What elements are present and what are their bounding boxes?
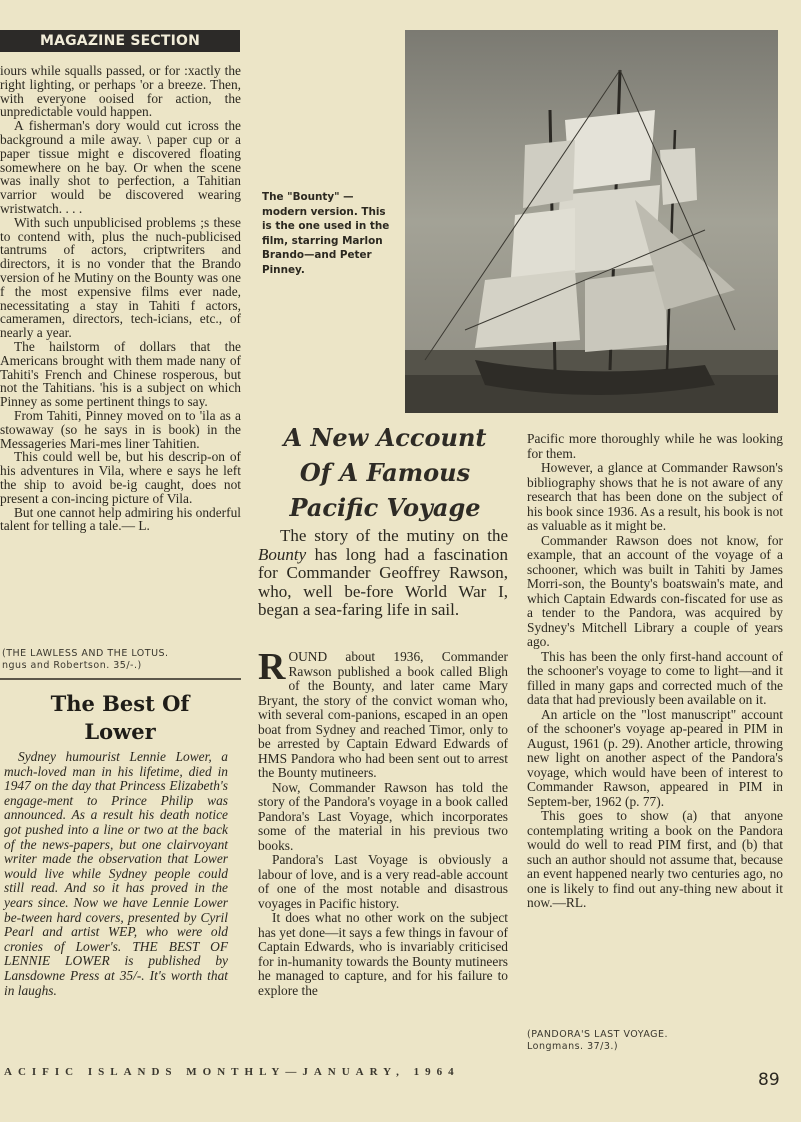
paragraph-text: OUND about 1936, Commander Rawson published a book called Bligh of the Bounty, and later came Mary Bryant, the story of the convict woman who, with several com-panions, escaped in an open boat from Sydney and reached Timor, only to be arrested by Captain Edward Edwards of HMS Pandora who had been sent out to arrest the Bounty mutineers. bbox=[258, 649, 508, 780]
middle-column bbox=[258, 646, 508, 998]
paragraph: An article on the "lost manuscript" account of the schooner's voyage ap-peared in PIM in August, 1961 (p. 29). Another article, throwing new light on another aspect of the Pandora's voyage, which would have been of interest to Commander Rawson, appeared in PIM in Septem-ber, 1962 (p. 77). bbox=[527, 706, 783, 809]
ship-photo bbox=[405, 30, 778, 413]
article-intro bbox=[258, 527, 508, 620]
paragraph: It does what no other work on the subject has yet done—it says a few things in favour of Captain Edwards, who is invariably criticised for in-humanity towards the Bounty mutineers he managed to capture, and for his failure to explore the bbox=[258, 910, 508, 998]
paragraph: Now, Commander Rawson has told the story of the Pandora's voyage in a book called Pandora's Last Voyage, which incorporates some of the material in his previous two books. bbox=[258, 779, 508, 853]
running-footer: ACIFIC ISLANDS MONTHLY—JANUARY, 1964 bbox=[4, 1066, 460, 1078]
paragraph bbox=[258, 646, 508, 781]
best-of-title-line: The Best Of bbox=[50, 691, 190, 716]
paragraph: A fisherman's dory would cut icross the background a mile away. \ paper cup or a paper tissue might e discovered floating somewhere on he bay. Or when the scene was inally shot to perfection, a Tahitian varrior would be discovered wearing wristwatch. . . . bbox=[0, 118, 241, 216]
paragraph: Sydney humourist Lennie Lower, a much-loved man in his lifetime, died in 1947 on the day that Princess Elizabeth's engage-ment to Prince Philip was announced. As a result his death notice got pushed into a line or two at the back of the news-papers, but one clairvoyant writer made the observation that Lower would live while Sydney people could still read. And so it has proved in the years since. Now we have Lennie Lower be-tween hard covers, presented by Cyril Pearl and artist WEP, who were old cronies of Lower's. THE BEST OF LENNIE LOWER is published by Lansdowne Press at 35/-. It's worth that in laughs. bbox=[4, 749, 228, 998]
intro-text: The story of the mutiny on the bbox=[280, 526, 508, 545]
paragraph: But one cannot help admiring his onderful talent for telling a tale.— L. bbox=[0, 504, 241, 534]
credit-line: Longmans. 37/3.) bbox=[527, 1041, 619, 1052]
page-number: 89 bbox=[758, 1070, 780, 1090]
best-of-body bbox=[4, 750, 228, 998]
photo-caption: The "Bounty" — modern version. This is the one used in the film, starring Marlon Brando—and Peter Pinney. bbox=[262, 191, 390, 276]
paragraph: This goes to show (a) that anyone contemplating writing a book on the Pandora would do well to read PIM first, and (b) that such an author should not assume that, because an event happened nearly two centuries ago, no one is likely to find out any-thing new about it now.—RL. bbox=[527, 808, 783, 910]
left-column bbox=[0, 64, 241, 533]
intro-text: has long had a fascination for Commander Geoffrey Rawson, who, well be-fore World War I, began a sea-faring life in sail. bbox=[258, 544, 509, 619]
credit-line: (PANDORA'S LAST VOYAGE. bbox=[527, 1029, 669, 1040]
section-header: MAGAZINE SECTION bbox=[0, 30, 240, 52]
bounty-ship-image bbox=[405, 30, 778, 413]
paragraph: Commander Rawson does not know, for example, that an account of the voyage of a schooner, which was built in Tahiti by James Morri-son, the Bounty's boatswain's mate, and which Captain Edwards con-fiscated for use as a tender to the Pandora, was acquired by Sydney's Mitchell Library a couple of years ago. bbox=[527, 532, 783, 649]
divider bbox=[0, 678, 241, 680]
best-of-title bbox=[10, 690, 230, 746]
paragraph: With such unpublicised problems ;s these to contend with, plus the nuch-publicised tantrums of actors, criptwriters and directors, it is no vonder that the Brando version of he Mutiny on the Bounty was one f the most expensive films ever nade, necessitating a stay in Tahiti f actors, cameramen, directors, tech-icians, etc., of nearly a year. bbox=[0, 214, 241, 341]
drop-cap: R bbox=[258, 646, 286, 688]
book-credit bbox=[2, 648, 242, 672]
paragraph: From Tahiti, Pinney moved on to 'ila as a stowaway (so he says in is book) in the Messageries Mari-mes liner Tahitien. bbox=[0, 407, 241, 451]
paragraph: The hailstorm of dollars that the Americans brought with them made nany of Tahiti's French and Chinese rosperous, but not the Tahitians. 'his is a subject on which Pinney as some pertinent things to say. bbox=[0, 338, 241, 410]
intro-text-italic: Bounty bbox=[258, 544, 307, 564]
credit-line: ngus and Robertson. 35/-.) bbox=[2, 660, 142, 671]
article-title-line: Pacific Voyage bbox=[289, 493, 481, 522]
article-title-line: Of A Famous bbox=[299, 458, 471, 487]
paragraph: Pacific more thoroughly while he was looking for them. bbox=[527, 431, 783, 461]
article-title bbox=[258, 420, 512, 525]
paragraph: This could well be, but his descrip-on of his adventures in Vila, where e says he left the ship to avoid be-ig caught, does not present a con-incing picture of Vila. bbox=[0, 449, 241, 506]
paragraph: This has been the only first-hand account of the schooner's voyage to come to light—and it filled in many gaps and corrected much of the data that had previously been available on it. bbox=[527, 648, 783, 707]
book-credit bbox=[527, 1029, 783, 1053]
right-column bbox=[527, 432, 783, 911]
paragraph: However, a glance at Commander Rawson's bibliography shows that he is not aware of any research that has been done on the subject of his book since 1936. As a result, his book is not as valuable as it might be. bbox=[527, 460, 783, 533]
paragraph: Pandora's Last Voyage is obviously a labour of love, and is a very read-able account of one of the most notable and disastrous voyages in Pacific history. bbox=[258, 852, 508, 911]
best-of-title-line: Lower bbox=[84, 719, 156, 744]
article-title-line: A New Account bbox=[283, 423, 487, 452]
credit-line: (THE LAWLESS AND THE LOTUS. bbox=[2, 648, 169, 659]
paragraph: iours while squalls passed, or for :xactly the right lighting, or perhaps 'or a breeze. Then, with everyone ooised for action, the unpredictable vould happen. bbox=[0, 63, 241, 120]
